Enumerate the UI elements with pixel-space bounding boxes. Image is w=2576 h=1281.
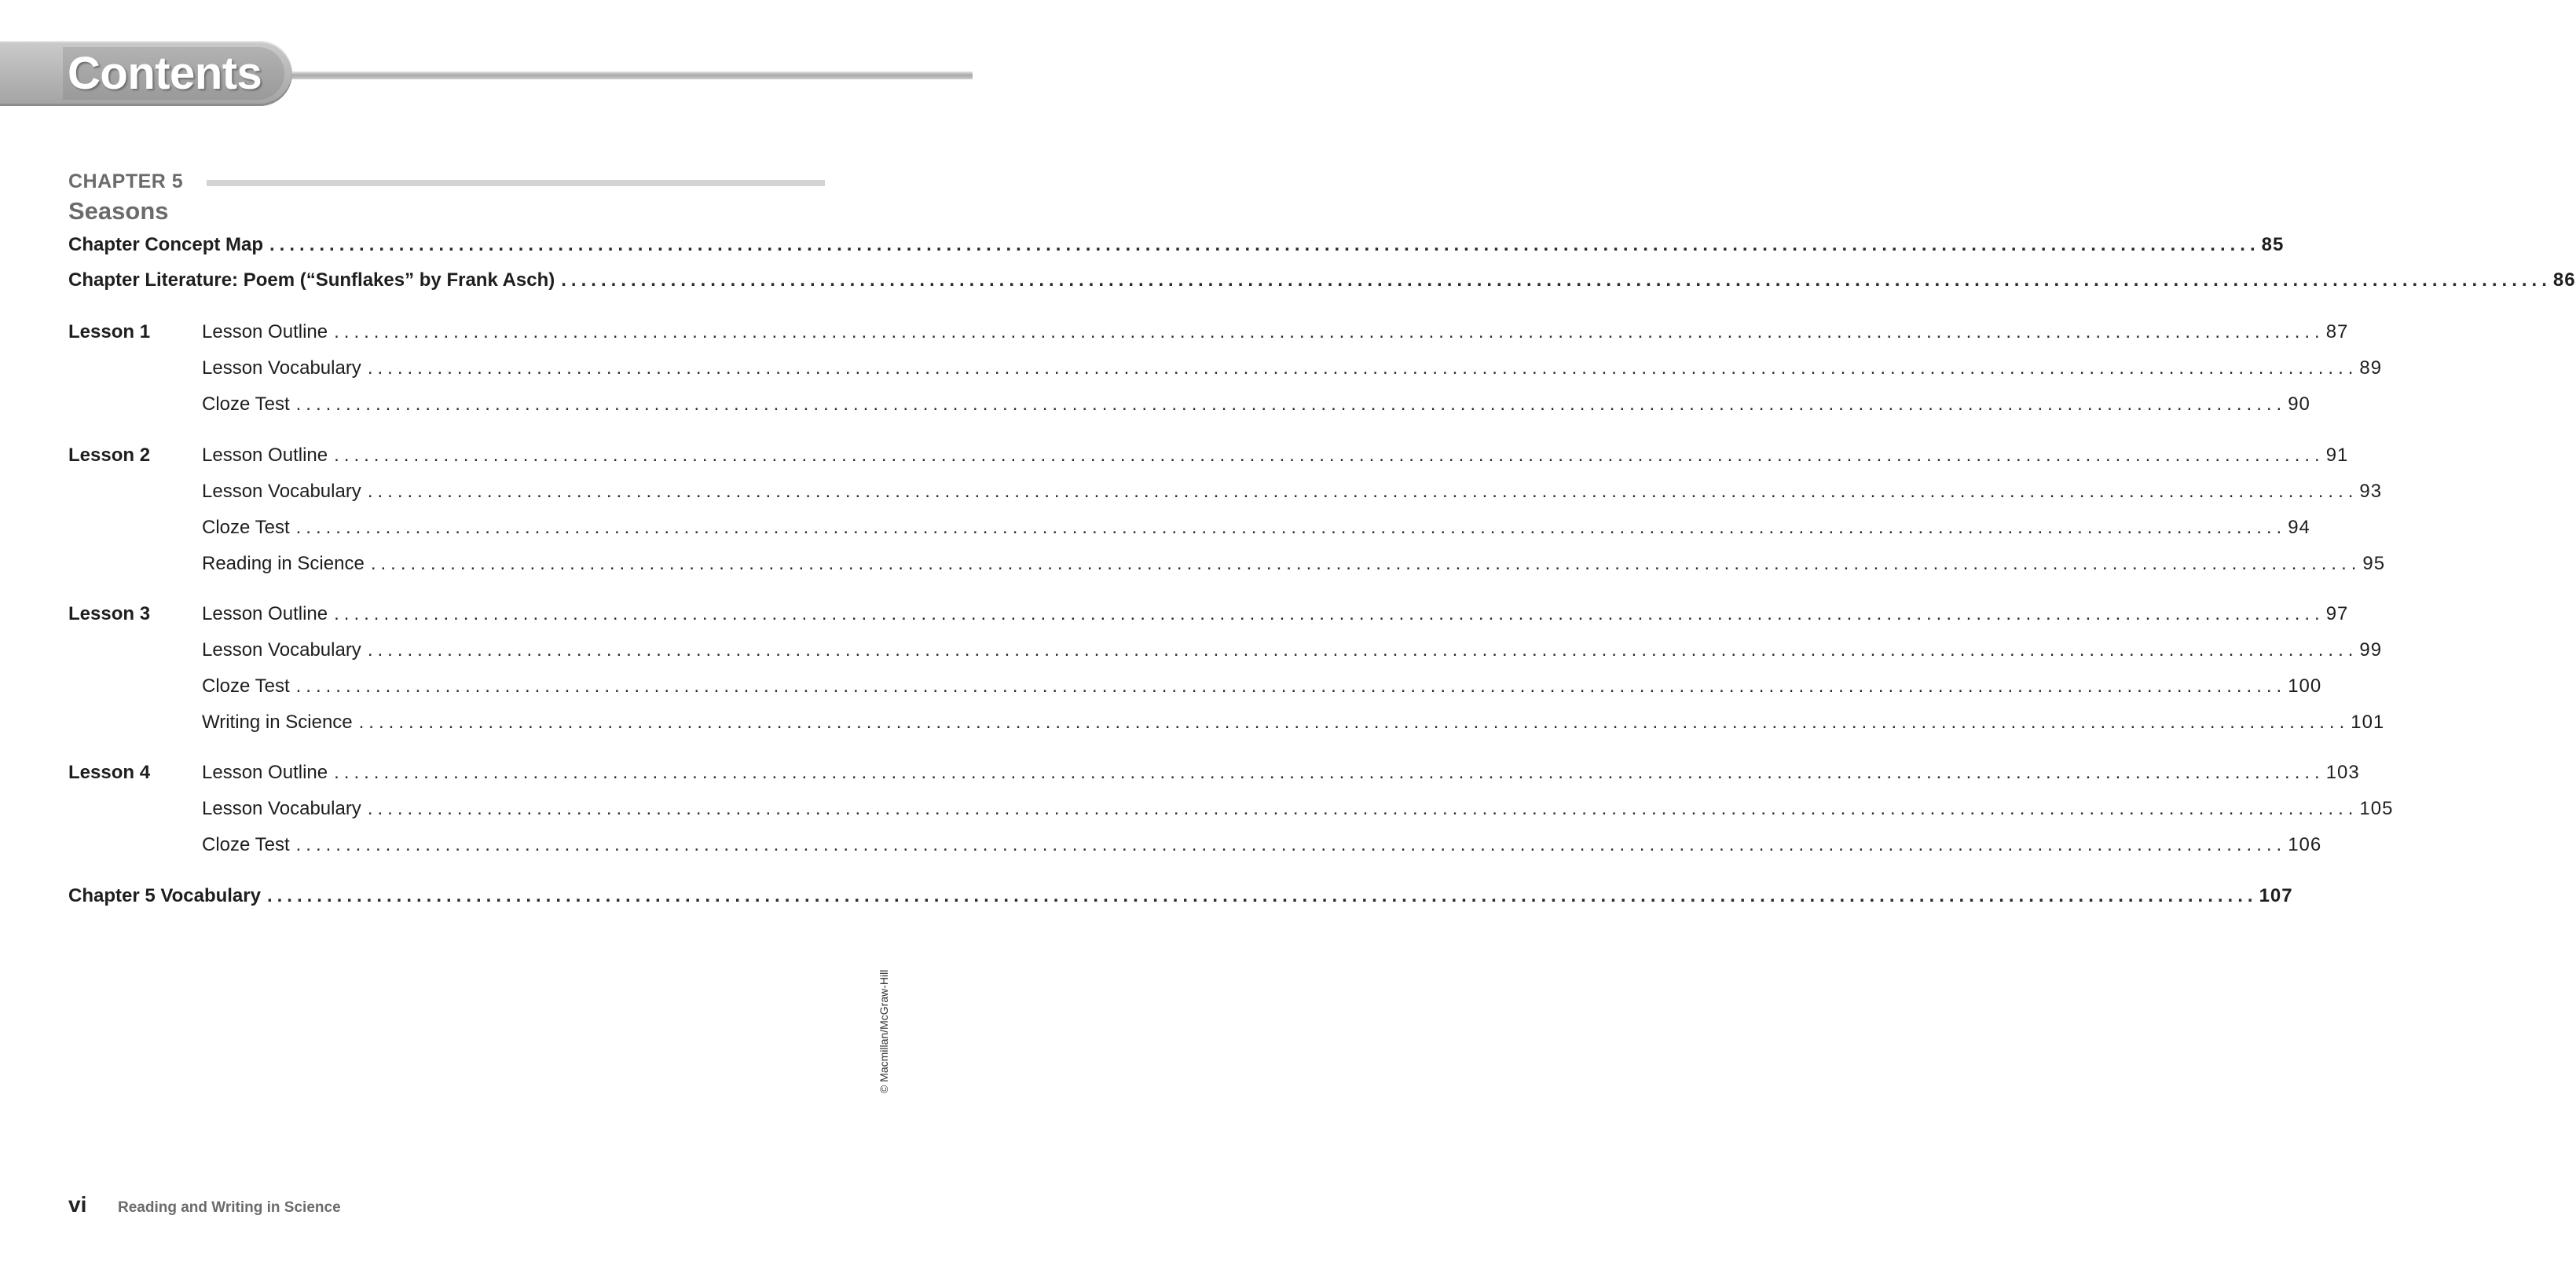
- dot-leader: ........................................................................................................................................................................................................: [295, 517, 2287, 538]
- dot-leader: ........................................................................................................................................................................................................: [370, 553, 2362, 574]
- dot-leader: ........................................................................................................................................................................................................: [367, 639, 2358, 661]
- toc-entry-page: 100: [2288, 675, 2322, 697]
- toc-entry-lesson-4-cloze-test[interactable]: [202, 834, 2322, 858]
- toc-entry-label: Chapter 5 Vocabulary: [68, 885, 261, 906]
- toc-entry-lesson-2-vocabulary[interactable]: [202, 481, 2383, 504]
- dot-leader: ........................................................................................................................................................................................................: [367, 481, 2358, 502]
- page-title: Contents: [68, 48, 262, 99]
- toc-entry-label: Reading in Science: [202, 553, 365, 574]
- lesson-1-label: Lesson 1: [68, 321, 151, 342]
- dot-leader: ........................................................................................................................................................................................................: [358, 712, 2350, 733]
- toc-entry-page: 87: [2325, 321, 2349, 342]
- toc-entry-page: 95: [2362, 553, 2386, 574]
- toc-entry-label: Cloze Test: [202, 517, 290, 538]
- chapter-rule: [207, 180, 825, 186]
- lesson-2-label: Lesson 2: [68, 445, 151, 466]
- toc-entry-label: Cloze Test: [202, 675, 290, 697]
- dot-leader: ........................................................................................................................................................................................................: [295, 675, 2287, 697]
- chapter-title: Seasons: [68, 197, 169, 225]
- toc-entry-chapter-vocabulary[interactable]: [68, 885, 2293, 909]
- toc-entry-label: Lesson Outline: [202, 445, 328, 466]
- toc-entry-page: 85: [2261, 234, 2285, 255]
- toc-entry-label: Lesson Vocabulary: [202, 798, 361, 819]
- toc-entry-lesson-2-outline[interactable]: [202, 445, 2349, 468]
- dot-leader: ........................................................................................................................................................................................................: [334, 603, 2325, 624]
- toc-entry-chapter-literature[interactable]: [68, 269, 2576, 293]
- toc-entry-label: Lesson Vocabulary: [202, 481, 361, 502]
- toc-entry-lesson-3-writing[interactable]: [202, 712, 2385, 735]
- toc-entry-label: Lesson Outline: [202, 321, 328, 342]
- chapter-label: CHAPTER 5: [68, 170, 184, 192]
- toc-entry-label: Chapter Concept Map: [68, 234, 264, 255]
- toc-entry-page: 91: [2325, 445, 2349, 466]
- toc-entry-lesson-3-vocabulary[interactable]: [202, 639, 2383, 663]
- toc-entry-page: 101: [2351, 712, 2385, 733]
- toc-entry-lesson-1-vocabulary[interactable]: [202, 357, 2383, 381]
- toc-entry-lesson-2-cloze-test[interactable]: [202, 517, 2310, 540]
- toc-entry-page: 93: [2359, 481, 2383, 502]
- footer-page-number: vi: [68, 1192, 87, 1217]
- dot-leader: ........................................................................................................................................................................................................: [334, 445, 2325, 466]
- footer-book-title: Reading and Writing in Science: [118, 1199, 341, 1216]
- toc-entry-lesson-2-reading[interactable]: [202, 553, 2386, 576]
- toc-entry-concept-map[interactable]: [68, 234, 2285, 258]
- toc-entry-lesson-3-outline[interactable]: [202, 603, 2349, 627]
- dot-leader: ........................................................................................................................................................................................................: [295, 393, 2287, 415]
- toc-entry-page: 86: [2552, 269, 2576, 291]
- toc-entry-label: Writing in Science: [202, 712, 353, 733]
- copyright-notice: © Macmillan/McGraw-Hill: [878, 969, 890, 1093]
- toc-entry-page: 99: [2359, 639, 2383, 661]
- toc-entry-page: 97: [2325, 603, 2349, 624]
- toc-entry-label: Lesson Outline: [202, 762, 328, 783]
- toc-entry-label: Cloze Test: [202, 393, 290, 415]
- toc-entry-lesson-4-vocabulary[interactable]: [202, 798, 2394, 822]
- dot-leader: ........................................................................................................................................................................................................: [269, 234, 2260, 255]
- toc-entry-lesson-1-outline[interactable]: [202, 321, 2349, 345]
- toc-entry-label: Chapter Literature: Poem (“Sunflakes” by Frank Asch): [68, 269, 555, 291]
- lesson-3-label: Lesson 3: [68, 603, 151, 624]
- toc-entry-page: 105: [2359, 798, 2394, 819]
- dot-leader: ........................................................................................................................................................................................................: [367, 357, 2358, 379]
- toc-entry-page: 106: [2288, 834, 2322, 855]
- toc-entry-lesson-1-cloze-test[interactable]: [202, 393, 2310, 417]
- toc-entry-label: Lesson Vocabulary: [202, 357, 361, 379]
- dot-leader: ........................................................................................................................................................................................................: [334, 321, 2325, 342]
- lesson-4-label: Lesson 4: [68, 762, 151, 783]
- toc-entry-page: 89: [2359, 357, 2383, 379]
- toc-entry-label: Cloze Test: [202, 834, 290, 855]
- toc-entry-page: 107: [2259, 885, 2293, 906]
- header-rule: [283, 71, 973, 79]
- dot-leader: ........................................................................................................................................................................................................: [334, 762, 2325, 783]
- toc-entry-page: 103: [2325, 762, 2360, 783]
- toc-entry-lesson-3-cloze-test[interactable]: [202, 675, 2322, 699]
- toc-entry-page: 94: [2288, 517, 2310, 538]
- dot-leader: ........................................................................................................................................................................................................: [295, 834, 2287, 855]
- toc-entry-label: Lesson Vocabulary: [202, 639, 361, 661]
- toc-entry-lesson-4-outline[interactable]: [202, 762, 2360, 785]
- toc-entry-label: Lesson Outline: [202, 603, 328, 624]
- dot-leader: ........................................................................................................................................................................................................: [561, 269, 2552, 291]
- dot-leader: ........................................................................................................................................................................................................: [367, 798, 2358, 819]
- toc-entry-page: 90: [2288, 393, 2310, 415]
- dot-leader: ........................................................................................................................................................................................................: [266, 885, 2258, 906]
